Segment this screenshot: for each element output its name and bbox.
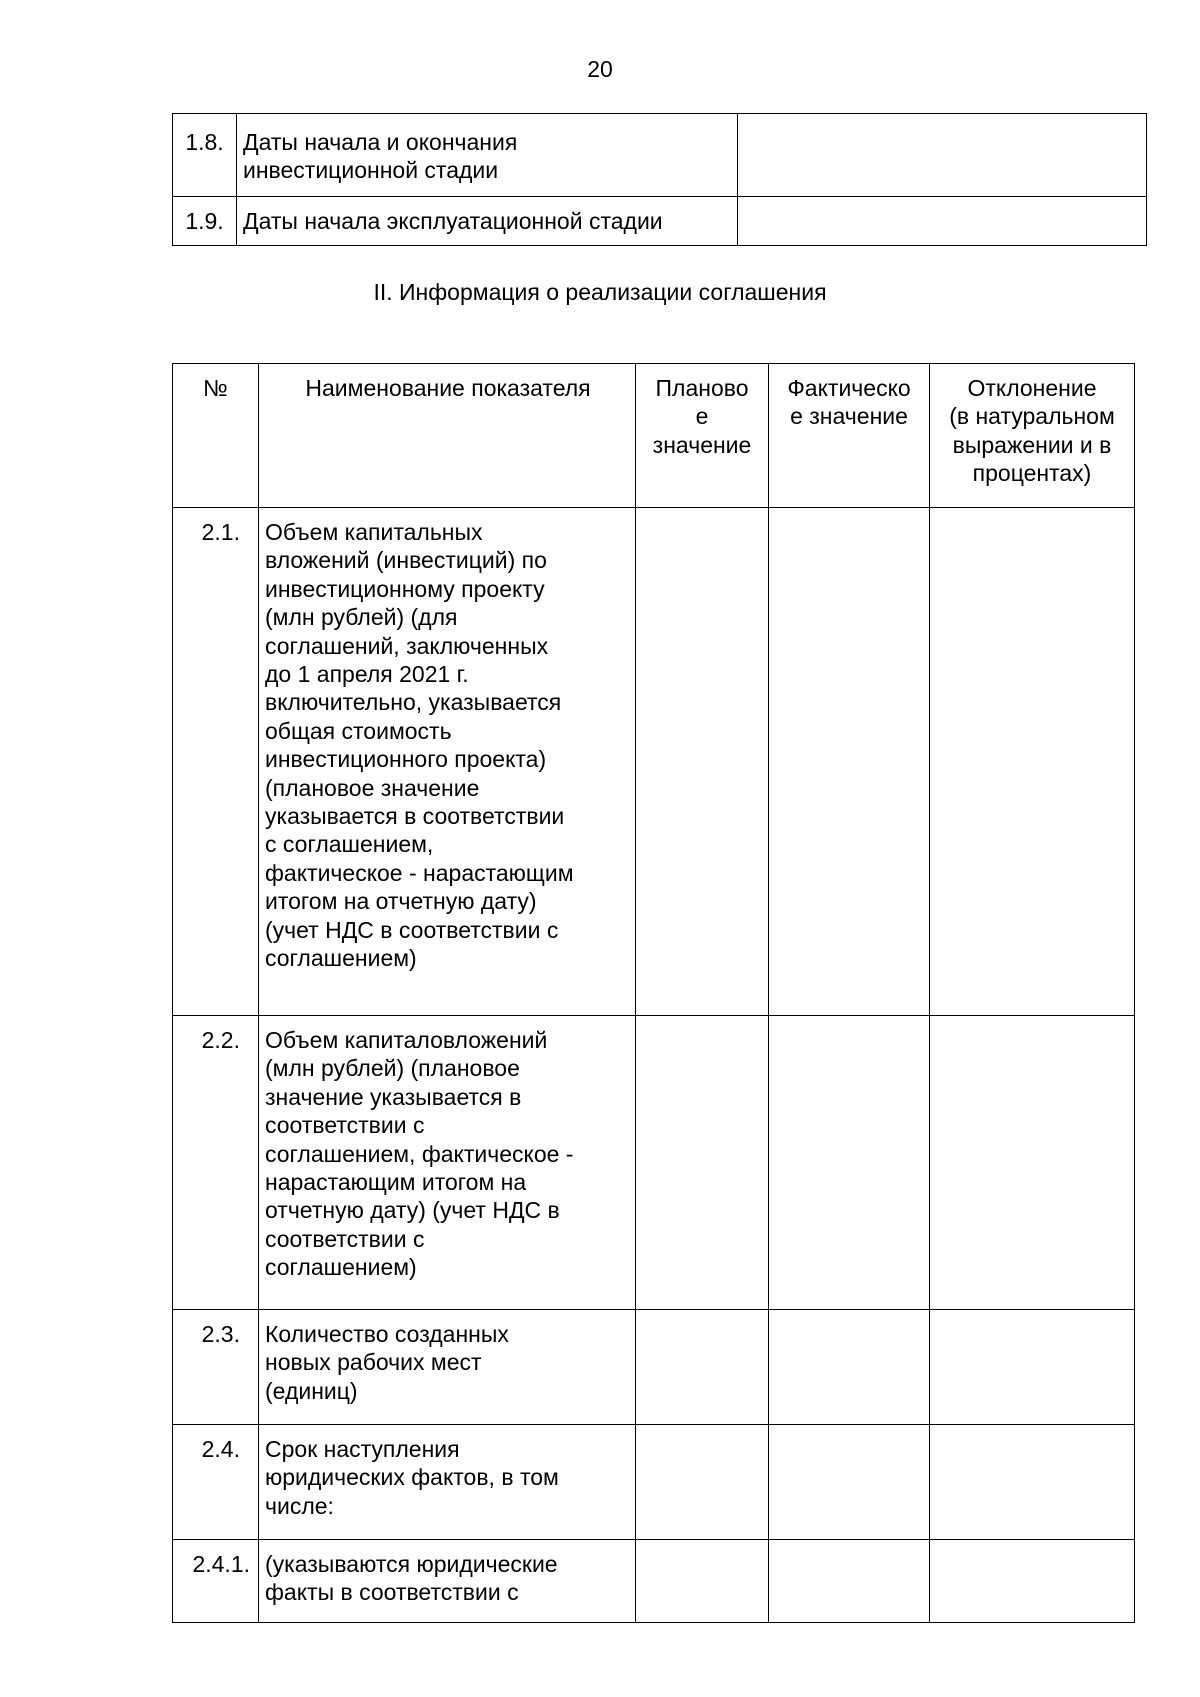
table-header-row — [173, 364, 1135, 508]
table-row — [173, 508, 1135, 1016]
row-name-line: инвестиционной стадии — [243, 157, 499, 184]
header-line: процентах) — [972, 460, 1092, 487]
fact-value-cell — [769, 1425, 930, 1540]
row-name-line: соответствии с — [265, 1112, 425, 1139]
fact-value-cell — [769, 1540, 930, 1623]
row-name-line: (указываются юридические — [265, 1551, 558, 1577]
header-number: № — [173, 364, 259, 508]
plan-value-cell — [636, 1425, 769, 1540]
header-line: Фактическо — [787, 375, 911, 401]
row-name-line: включительно, указывается — [265, 689, 562, 716]
row-name-line: соглашением) — [265, 1254, 417, 1281]
row-name-line: соглашений, заключенных — [265, 632, 549, 659]
row-name-line: (плановое значение — [265, 774, 480, 801]
agreement-indicators-table — [172, 363, 1135, 1623]
project-dates-table — [172, 113, 1147, 246]
row-number: 1.8. — [173, 114, 237, 197]
row-name-line: нарастающим итогом на — [265, 1169, 527, 1196]
row-name-line: Даты начала эксплуатационной стадии — [243, 208, 663, 234]
row-name-line: соглашением) — [265, 945, 417, 972]
fact-value-cell — [769, 508, 930, 1016]
row-name — [259, 508, 636, 1016]
deviation-cell — [930, 1540, 1135, 1623]
header-line: (в натуральном — [949, 403, 1115, 430]
row-name-line: вложений (инвестиций) по — [265, 547, 547, 574]
row-number: 2.1. — [173, 508, 259, 1016]
deviation-cell — [930, 508, 1135, 1016]
row-name-line: новых рабочих мест — [265, 1349, 482, 1376]
header-line: е — [695, 403, 709, 430]
row-name-line: числе: — [265, 1492, 334, 1519]
table-row — [173, 1016, 1135, 1310]
row-name — [259, 1540, 636, 1623]
row-name-line: Объем капиталовложений — [265, 1027, 548, 1053]
row-number: 2.4. — [173, 1425, 259, 1540]
plan-value-cell — [636, 1540, 769, 1623]
row-name-line: инвестиционному проекту — [265, 575, 545, 602]
page-number: 20 — [587, 56, 613, 82]
row-name-line: Даты начала и окончания — [243, 129, 518, 155]
table-row — [173, 1310, 1135, 1425]
row-name-line: (учет НДС в соответствии с — [265, 916, 559, 943]
row-name-line: факты в соответствии с — [265, 1579, 519, 1606]
row-name-line: инвестиционного проекта) — [265, 746, 547, 773]
row-name-line: (млн рублей) (плановое — [265, 1055, 520, 1082]
row-name — [259, 1016, 636, 1310]
row-number: 2.3. — [173, 1310, 259, 1425]
row-name-line: соглашением, фактическое - — [265, 1140, 574, 1167]
header-line: Отклонение — [967, 375, 1097, 401]
row-name — [259, 1425, 636, 1540]
plan-value-cell — [636, 1310, 769, 1425]
deviation-cell — [930, 1425, 1135, 1540]
row-name-line: соответствии с — [265, 1225, 425, 1252]
deviation-cell — [930, 1310, 1135, 1425]
row-name-line: общая стоимость — [265, 717, 452, 744]
row-name — [237, 114, 738, 197]
row-name-line: Количество созданных — [265, 1321, 509, 1347]
row-name-line: Срок наступления — [265, 1436, 460, 1462]
row-name — [237, 197, 738, 246]
header-line: выражении и в — [952, 431, 1112, 458]
row-value-cell — [738, 197, 1147, 246]
header-fact-value — [769, 364, 930, 508]
row-name-line: Объем капитальных — [265, 519, 483, 545]
row-name-line: (млн рублей) (для — [265, 604, 458, 631]
row-name-line: до 1 апреля 2021 г. — [265, 661, 469, 688]
row-name-line: (единиц) — [265, 1377, 358, 1404]
row-name-line: фактическое - нарастающим — [265, 859, 574, 886]
header-line: Планово — [655, 375, 749, 401]
row-name — [259, 1310, 636, 1425]
row-name-line: юридических фактов, в том — [265, 1464, 559, 1491]
row-name-line: указывается в соответствии — [265, 803, 565, 830]
row-number: 1.9. — [173, 197, 237, 246]
row-name-line: отчетную дату) (учет НДС в — [265, 1197, 560, 1224]
section-title: II. Информация о реализации соглашения — [373, 279, 827, 305]
header-deviation — [930, 364, 1135, 508]
fact-value-cell — [769, 1016, 930, 1310]
row-name-line: итогом на отчетную дату) — [265, 888, 537, 915]
header-plan-value — [636, 364, 769, 508]
row-name-line: с соглашением, — [265, 831, 434, 858]
plan-value-cell — [636, 1016, 769, 1310]
fact-value-cell — [769, 1310, 930, 1425]
row-name-line: значение указывается в — [265, 1083, 522, 1110]
row-number: 2.2. — [173, 1016, 259, 1310]
row-number: 2.4.1. — [173, 1540, 259, 1623]
table-row — [173, 114, 1147, 197]
header-line: е значение — [790, 403, 908, 430]
header-name: Наименование показателя — [259, 364, 636, 508]
deviation-cell — [930, 1016, 1135, 1310]
header-line: значение — [652, 431, 752, 458]
table-row — [173, 197, 1147, 246]
table-row — [173, 1540, 1135, 1623]
plan-value-cell — [636, 508, 769, 1016]
table-row — [173, 1425, 1135, 1540]
row-value-cell — [738, 114, 1147, 197]
